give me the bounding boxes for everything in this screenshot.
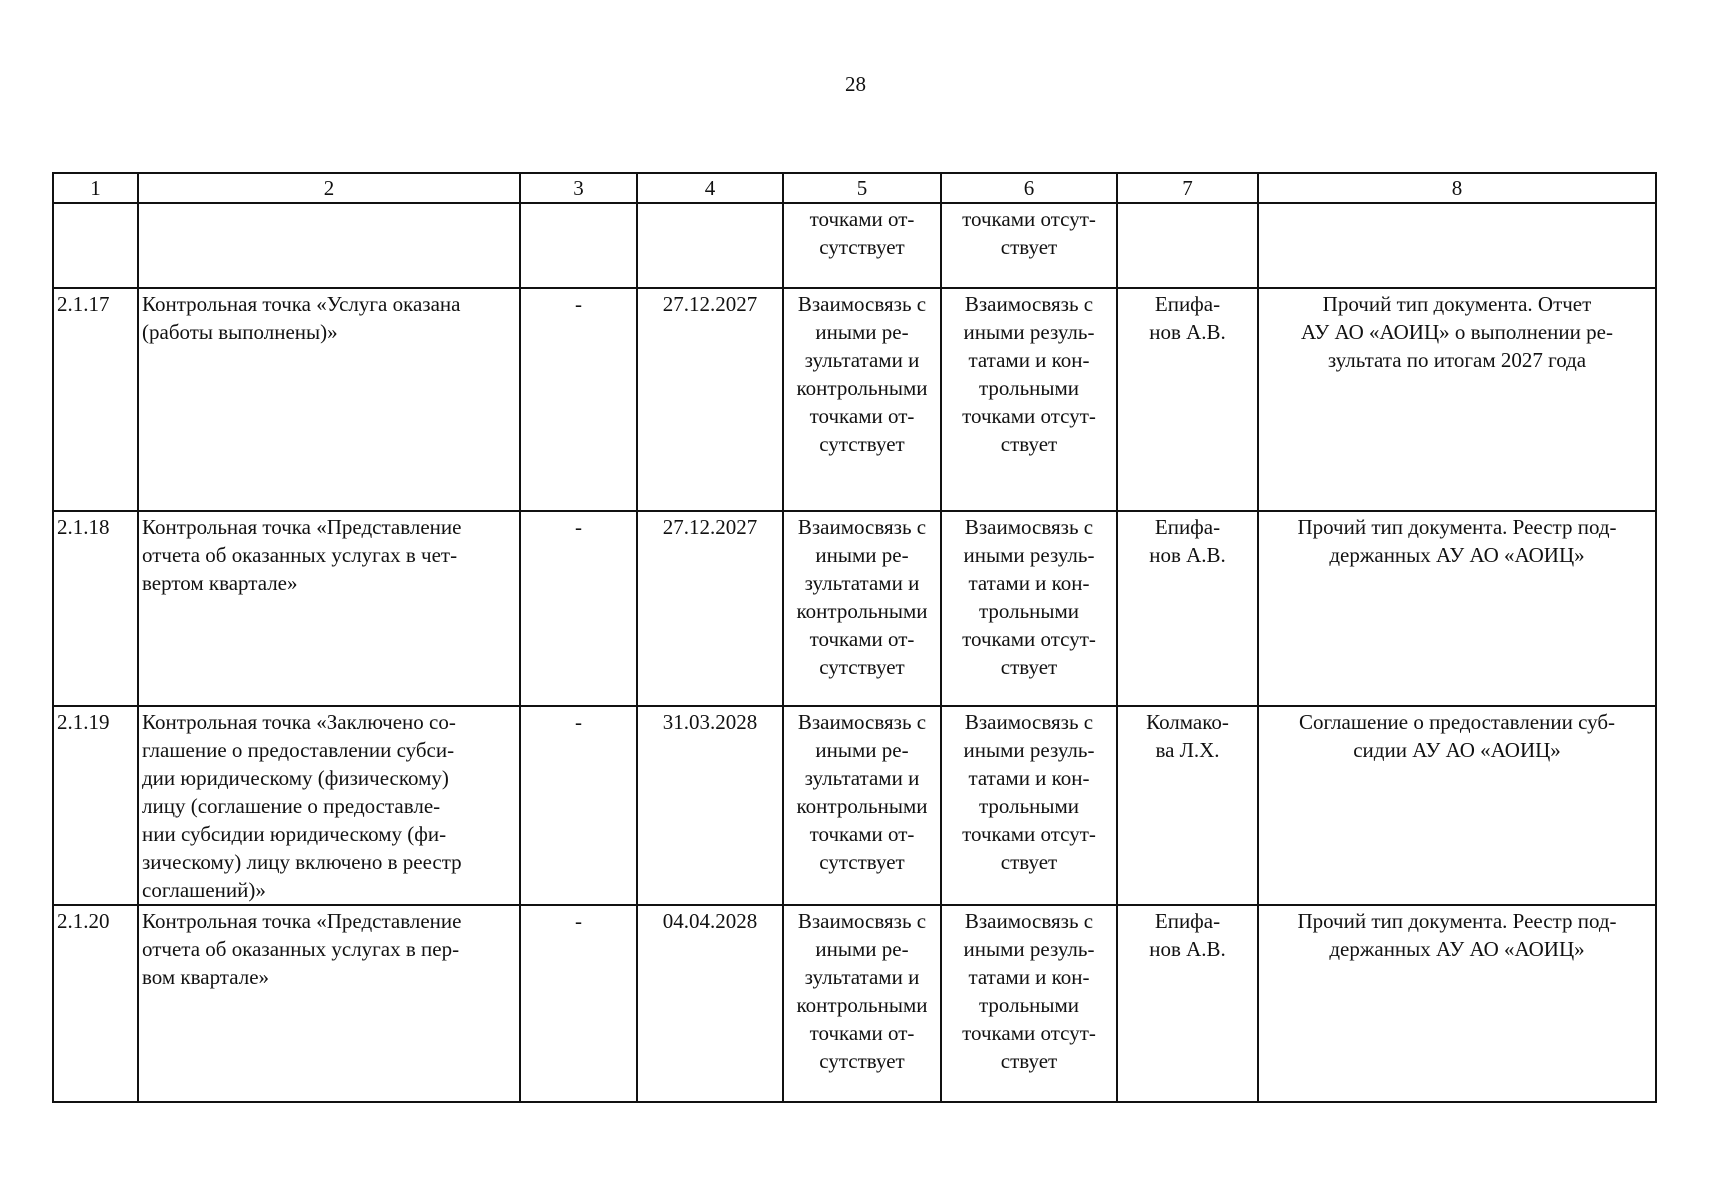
relation-other-cell bbox=[941, 905, 1117, 1102]
relation-results-cell bbox=[783, 905, 941, 1102]
document-type bbox=[1258, 288, 1656, 511]
cell-line: иными резуль- bbox=[963, 320, 1095, 344]
cell-line: зультата по итогам 2027 года bbox=[1327, 348, 1587, 372]
cell-line: точками отсут- bbox=[962, 627, 1096, 651]
row-number: 2.1.19 bbox=[53, 706, 138, 905]
cell-empty bbox=[1117, 203, 1258, 288]
cell-line: иными резуль- bbox=[963, 937, 1095, 961]
cell-line: Контрольная точка «Представление bbox=[142, 909, 462, 933]
cell-line: иными резуль- bbox=[963, 543, 1095, 567]
document-type bbox=[1258, 905, 1656, 1102]
cell-line: Епифа- bbox=[1154, 292, 1221, 316]
cell-line: контрольными bbox=[796, 376, 928, 400]
cell-line: Епифа- bbox=[1154, 909, 1221, 933]
cell-line: точками отсут- bbox=[962, 1021, 1096, 1045]
column-header: 3 bbox=[520, 173, 637, 203]
cell-line: Епифа- bbox=[1154, 515, 1221, 539]
table-row bbox=[53, 511, 1656, 706]
date-value: 31.03.2028 bbox=[637, 706, 783, 905]
cell-line: Взаимосвязь с bbox=[797, 515, 927, 539]
column-header: 4 bbox=[637, 173, 783, 203]
cell-line: иными ре- bbox=[815, 543, 909, 567]
col3-value: - bbox=[520, 511, 637, 706]
cell-empty bbox=[1258, 203, 1656, 288]
cell-line: держанных АУ АО «АОИЦ» bbox=[1329, 937, 1585, 961]
cell-line: Соглашение о предоставлении суб- bbox=[1298, 710, 1616, 734]
relation-results-cell bbox=[783, 706, 941, 905]
column-header: 7 bbox=[1117, 173, 1258, 203]
cell-line: нии субсидии юридическому (фи- bbox=[142, 822, 447, 846]
cell-line: точками отсут- bbox=[962, 404, 1096, 428]
cell-line: точками отсут- bbox=[962, 207, 1096, 231]
cell-line: точками от- bbox=[809, 1021, 915, 1045]
column-header: 1 bbox=[53, 173, 138, 203]
responsible-person bbox=[1117, 706, 1258, 905]
cell-line: зическому) лицу включено в реестр bbox=[142, 850, 462, 874]
cell-line: ствует bbox=[1000, 235, 1058, 259]
cell-line: глашение о предоставлении субси- bbox=[142, 738, 455, 762]
cell-line: зультатами и bbox=[804, 348, 920, 372]
col3-value: - bbox=[520, 905, 637, 1102]
cell-line: точками от- bbox=[809, 822, 915, 846]
relation-other-cell bbox=[941, 511, 1117, 706]
cell-line: сутствует bbox=[819, 1049, 905, 1073]
cell-line: Взаимосвязь с bbox=[964, 710, 1094, 734]
cell-line: иными резуль- bbox=[963, 738, 1095, 762]
cell-empty bbox=[53, 203, 138, 288]
cell-line: Взаимосвязь с bbox=[797, 292, 927, 316]
relation-results-cell bbox=[783, 203, 941, 288]
cell-line: соглашений)» bbox=[142, 878, 266, 902]
cell-line: зультатами и bbox=[804, 965, 920, 989]
control-point-name bbox=[138, 905, 520, 1102]
cell-line: иными ре- bbox=[815, 738, 909, 762]
cell-line: зультатами и bbox=[804, 571, 920, 595]
cell-line: Взаимосвязь с bbox=[964, 909, 1094, 933]
cell-line: дии юридическому (физическому) bbox=[142, 766, 449, 790]
relation-results-cell bbox=[783, 288, 941, 511]
cell-line: вертом квартале» bbox=[142, 571, 298, 595]
cell-line: Взаимосвязь с bbox=[797, 909, 927, 933]
cell-line: сутствует bbox=[819, 235, 905, 259]
cell-line: ствует bbox=[1000, 850, 1058, 874]
cell-line: татами и кон- bbox=[968, 348, 1090, 372]
cell-line: Колмако- bbox=[1146, 710, 1229, 734]
cell-line: Прочий тип документа. Отчет bbox=[1322, 292, 1592, 316]
row-number: 2.1.18 bbox=[53, 511, 138, 706]
cell-line: точками от- bbox=[809, 627, 915, 651]
row-number: 2.1.17 bbox=[53, 288, 138, 511]
cell-line: Взаимосвязь с bbox=[797, 710, 927, 734]
cell-line: Контрольная точка «Заключено со- bbox=[142, 710, 456, 734]
cell-line: отчета об оказанных услугах в пер- bbox=[142, 937, 460, 961]
cell-line: трольными bbox=[978, 993, 1080, 1017]
cell-line: лицу (соглашение о предоставле- bbox=[142, 794, 441, 818]
cell-line: иными ре- bbox=[815, 320, 909, 344]
date-value: 04.04.2028 bbox=[637, 905, 783, 1102]
cell-line: сутствует bbox=[819, 432, 905, 456]
cell-line: татами и кон- bbox=[968, 965, 1090, 989]
control-point-name bbox=[138, 706, 520, 905]
cell-line: сидии АУ АО «АОИЦ» bbox=[1353, 738, 1561, 762]
cell-line: Прочий тип документа. Реестр под- bbox=[1297, 909, 1617, 933]
cell-line: Прочий тип документа. Реестр под- bbox=[1297, 515, 1617, 539]
continuation-row bbox=[53, 203, 1656, 288]
cell-line: трольными bbox=[978, 599, 1080, 623]
relation-other-cell bbox=[941, 203, 1117, 288]
cell-line: татами и кон- bbox=[968, 571, 1090, 595]
table-row bbox=[53, 288, 1656, 511]
cell-line: контрольными bbox=[796, 599, 928, 623]
cell-line: точками от- bbox=[809, 404, 915, 428]
cell-line: точками от- bbox=[809, 207, 915, 231]
cell-line: ва Л.Х. bbox=[1155, 738, 1220, 762]
cell-line: Контрольная точка «Услуга оказана bbox=[142, 292, 461, 316]
control-point-name bbox=[138, 288, 520, 511]
cell-line: иными ре- bbox=[815, 937, 909, 961]
cell-line: трольными bbox=[978, 376, 1080, 400]
document-type bbox=[1258, 511, 1656, 706]
column-header: 6 bbox=[941, 173, 1117, 203]
cell-line: сутствует bbox=[819, 850, 905, 874]
cell-line: АУ АО «АОИЦ» о выполнении ре- bbox=[1301, 320, 1613, 344]
relation-results-cell bbox=[783, 511, 941, 706]
cell-line: ствует bbox=[1000, 432, 1058, 456]
control-points-table bbox=[52, 172, 1657, 1103]
cell-line: (работы выполнены)» bbox=[142, 320, 338, 344]
column-header: 2 bbox=[138, 173, 520, 203]
cell-line: трольными bbox=[978, 794, 1080, 818]
cell-line: ствует bbox=[1000, 655, 1058, 679]
cell-line: вом квартале» bbox=[142, 965, 270, 989]
cell-line: отчета об оказанных услугах в чет- bbox=[142, 543, 458, 567]
cell-line: держанных АУ АО «АОИЦ» bbox=[1329, 543, 1585, 567]
table-header-row bbox=[53, 173, 1656, 203]
cell-line: нов А.В. bbox=[1149, 543, 1226, 567]
responsible-person bbox=[1117, 288, 1258, 511]
cell-line: сутствует bbox=[819, 655, 905, 679]
table-row bbox=[53, 706, 1656, 905]
column-header: 5 bbox=[783, 173, 941, 203]
cell-line: татами и кон- bbox=[968, 766, 1090, 790]
control-point-name bbox=[138, 511, 520, 706]
cell-line: ствует bbox=[1000, 1049, 1058, 1073]
responsible-person bbox=[1117, 511, 1258, 706]
cell-empty bbox=[520, 203, 637, 288]
page-number: 28 bbox=[845, 72, 866, 96]
table-row bbox=[53, 905, 1656, 1102]
document-type bbox=[1258, 706, 1656, 905]
cell-line: точками отсут- bbox=[962, 822, 1096, 846]
date-value: 27.12.2027 bbox=[637, 288, 783, 511]
cell-empty bbox=[138, 203, 520, 288]
col3-value: - bbox=[520, 706, 637, 905]
cell-line: контрольными bbox=[796, 993, 928, 1017]
cell-line: зультатами и bbox=[804, 766, 920, 790]
cell-line: нов А.В. bbox=[1149, 937, 1226, 961]
cell-line: контрольными bbox=[796, 794, 928, 818]
column-header: 8 bbox=[1258, 173, 1656, 203]
relation-other-cell bbox=[941, 706, 1117, 905]
row-number: 2.1.20 bbox=[53, 905, 138, 1102]
col3-value: - bbox=[520, 288, 637, 511]
cell-line: Контрольная точка «Представление bbox=[142, 515, 462, 539]
cell-empty bbox=[637, 203, 783, 288]
cell-line: Взаимосвязь с bbox=[964, 515, 1094, 539]
date-value: 27.12.2027 bbox=[637, 511, 783, 706]
cell-line: Взаимосвязь с bbox=[964, 292, 1094, 316]
responsible-person bbox=[1117, 905, 1258, 1102]
cell-line: нов А.В. bbox=[1149, 320, 1226, 344]
relation-other-cell bbox=[941, 288, 1117, 511]
